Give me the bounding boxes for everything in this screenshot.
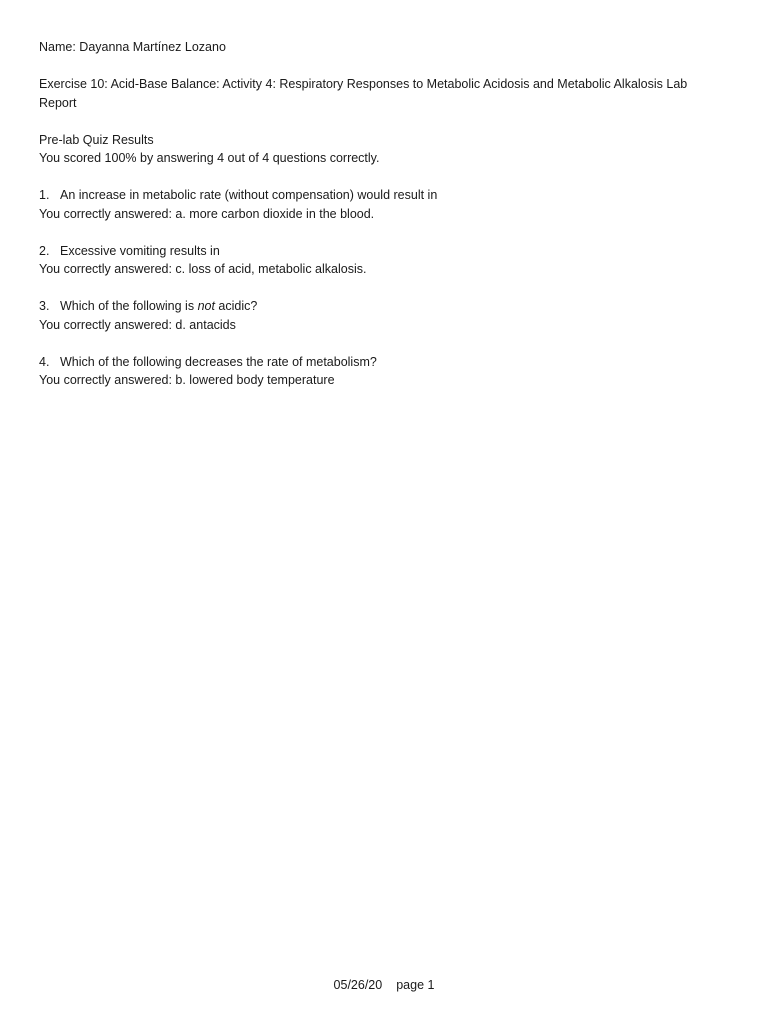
- question-1: [39, 186, 719, 223]
- report-title: Exercise 10: Acid-Base Balance: Activity 4: Respiratory Responses to Metabolic Acidosis and Metabolic Alkalosis Lab Report: [39, 77, 691, 110]
- question-text-before: Which of the following is: [60, 299, 198, 313]
- footer-page-number: page 1: [396, 978, 435, 992]
- question-text: Which of the following decreases the rate of metabolism?: [60, 354, 377, 369]
- question-2: [39, 242, 719, 279]
- question-text-after: acidic?: [214, 299, 258, 313]
- question-text: [60, 299, 257, 313]
- page-footer: [0, 977, 768, 993]
- question-answer: You correctly answered: c. loss of acid, metabolic alkalosis.: [39, 262, 367, 276]
- question-text: Excessive vomiting results in: [60, 243, 220, 258]
- question-4: [39, 353, 719, 390]
- student-name: Name: Dayanna Martínez Lozano: [39, 40, 226, 54]
- question-3: [39, 297, 719, 334]
- question-answer: You correctly answered: a. more carbon dioxide in the blood.: [39, 206, 375, 221]
- quiz-score: You scored 100% by answering 4 out of 4 questions correctly.: [39, 151, 380, 165]
- question-answer: You correctly answered: b. lowered body temperature: [39, 373, 335, 387]
- question-text-emphasis: not: [197, 299, 215, 313]
- report-page: [39, 38, 719, 390]
- question-number: 3.: [39, 299, 50, 313]
- question-number: 1.: [39, 188, 50, 202]
- question-answer: You correctly answered: d. antacids: [39, 317, 236, 332]
- question-number: 4.: [39, 354, 50, 369]
- question-number: 2.: [39, 243, 50, 258]
- question-text: An increase in metabolic rate (without compensation) would result in: [60, 188, 438, 202]
- footer-date: 05/26/20: [333, 978, 383, 992]
- quiz-heading: Pre-lab Quiz Results: [39, 132, 154, 147]
